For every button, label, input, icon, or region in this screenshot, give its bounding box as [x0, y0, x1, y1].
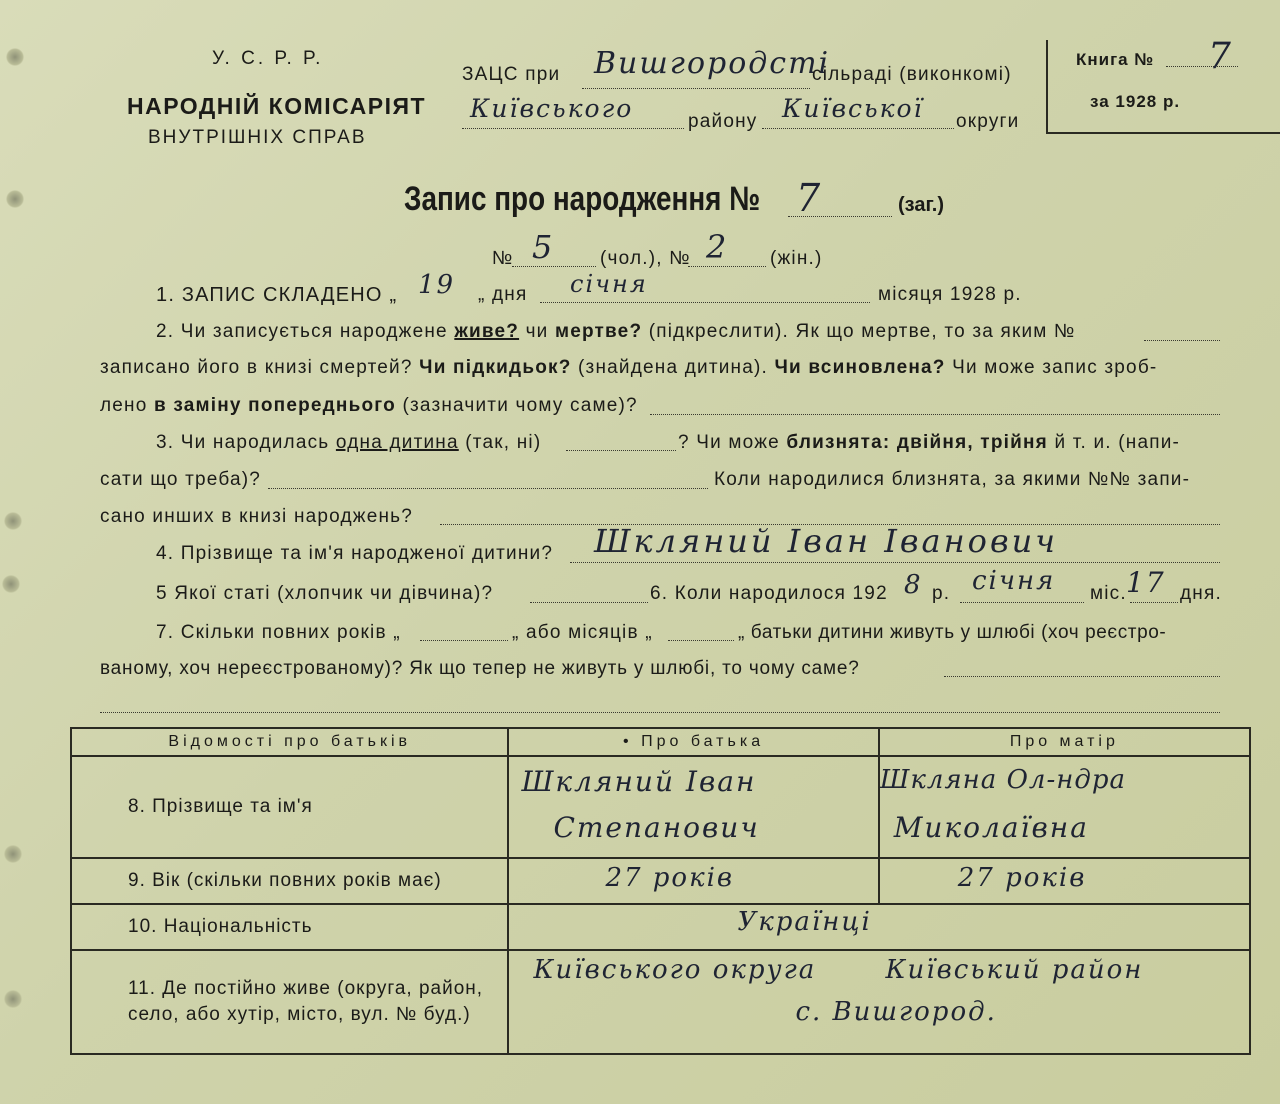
residence-village-handwritten: с. Вишгород. — [795, 997, 997, 1027]
row-name — [71, 756, 1250, 858]
q1-day-handwritten: 19 — [418, 270, 456, 300]
q7-line1-b: „ або місяців „ — [512, 622, 653, 643]
q2-line2-b: (знайдена дитина). — [578, 357, 768, 378]
record-title: Запис про народження № — [404, 180, 761, 218]
punch-hole-4 — [4, 845, 22, 863]
q7-line1-a: 7. Скільки повних років „ — [156, 622, 401, 643]
punch-hole-1 — [6, 48, 24, 66]
q6-month-handwritten: січня — [972, 566, 1056, 596]
col-father-header: • Про батька — [508, 728, 878, 756]
q5-answer-line — [530, 602, 648, 603]
q7-years-line — [420, 640, 508, 641]
record-male-handwritten: 5 — [532, 228, 555, 266]
book-label: Книга № — [1076, 50, 1155, 69]
q3-twins-line — [268, 488, 708, 489]
row-name-label-text: 8. Прізвище та ім'я — [128, 796, 313, 817]
zacs-prefix: ЗАЦС при — [462, 64, 561, 85]
q3-line1-start — [156, 432, 541, 454]
mother-age-cell — [879, 858, 1250, 904]
nationality-cell — [508, 904, 1250, 950]
record-female-suffix: (жін.) — [770, 248, 823, 269]
row-age-label — [71, 858, 508, 904]
mother-surname-handwritten: Шкляна Ол-ндра — [879, 765, 1126, 795]
book-year: за 1928 р. — [1090, 92, 1181, 111]
q2-foundling: Чи підкидьок? — [419, 357, 572, 378]
q3-line2-b: Коли народилися близнята, за якими №№ запи- — [714, 469, 1191, 490]
q7-months-line — [668, 640, 734, 641]
residence-district-handwritten: Київський район — [885, 955, 1144, 985]
father-patronymic-handwritten: Степанович — [553, 811, 760, 844]
record-general-suffix: (заг.) — [898, 194, 945, 216]
q6-day-label: дня. — [1180, 583, 1222, 604]
q7-reason-line-2 — [100, 712, 1220, 713]
q1-suffix: місяця 1928 р. — [878, 284, 1022, 305]
q3-twins: близнята: двійня, трійня — [786, 432, 1048, 453]
col-info-header: Відомості про батьків — [71, 728, 508, 756]
okruha-line — [762, 128, 954, 129]
q4-line — [570, 562, 1220, 563]
q6-day-line — [1130, 602, 1178, 603]
q2-line3-a: лено — [100, 395, 148, 416]
record-male-line — [512, 266, 596, 267]
q2-adopted: Чи всиновлена? — [774, 357, 946, 378]
q3-line3-a: сано инших в книзі народжень? — [100, 506, 414, 527]
q2-alive-option: живе? — [454, 321, 520, 342]
q2-line1-a: 2. Чи записується народжене — [156, 321, 448, 342]
nationality-handwritten: Українці — [737, 907, 872, 937]
record-female-handwritten: 2 — [706, 228, 729, 266]
q6-mis-label: міс. — [1090, 583, 1127, 604]
q2-replace: в заміну попереднього — [154, 395, 396, 416]
q7-line2: ваному, хоч нереєстрованому)? Як що тепер не живуть у шлюбі, то чому саме? — [100, 658, 860, 679]
q2-line1 — [156, 321, 1076, 343]
record-female-line — [688, 266, 766, 267]
q1-day-label: „ дня — [478, 284, 528, 305]
q3-line1-end — [678, 432, 1180, 454]
residence-cell — [508, 950, 1250, 1054]
q6-month-line — [960, 602, 1084, 603]
okruha-handwritten: Київської — [782, 94, 924, 123]
okruha-label: округи — [956, 111, 1020, 132]
q6-year-handwritten: 8 — [904, 570, 923, 600]
q2-line1-c: (підкреслити). Як що мертве, то за яким № — [648, 321, 1076, 342]
row-residence-label-line2: село, або хутір, місто, вул. № буд.) — [128, 1004, 471, 1025]
row-residence-label — [71, 950, 508, 1054]
village-council-suffix: сільраді (виконкомі) — [812, 64, 1012, 85]
q2-line1-b: чи — [525, 321, 549, 342]
q2-line2 — [100, 357, 1157, 379]
col-mother-header: Про матір — [879, 728, 1250, 756]
record-no-label: № — [492, 248, 514, 269]
q7-line1-c: „ батьки дитини живуть у шлюбі (хоч реєстро- — [738, 622, 1167, 643]
q3-one-child: одна дитина — [335, 432, 459, 453]
village-council-line — [582, 88, 810, 89]
q1-month-handwritten: січня — [570, 270, 648, 298]
q5-label: 5 Якої статі (хлопчик чи дівчина)? — [156, 583, 494, 604]
mother-age-handwritten: 27 років — [957, 863, 1087, 893]
q1-prefix: 1. ЗАПИС СКЛАДЕНО „ — [156, 284, 398, 306]
father-age-cell — [508, 858, 878, 904]
ussr-label: У. С. Р. Р. — [212, 48, 324, 69]
row-name-label — [71, 756, 508, 858]
q2-death-number-line — [1144, 340, 1220, 341]
q2-line2-c: Чи може запис зроб- — [952, 357, 1158, 378]
punch-hole-3 — [4, 512, 22, 530]
father-age-handwritten: 27 років — [605, 863, 735, 893]
q3-line1-a: 3. Чи народилась — [156, 432, 330, 453]
residence-okruha-handwritten: Київського округа — [533, 955, 817, 985]
q3-line1-c: ? Чи може — [678, 432, 780, 453]
row-age-label-text: 9. Вік (скільки повних років має) — [128, 870, 442, 891]
q4-child-name-handwritten: Шкляний Іван Іванович — [594, 522, 1059, 560]
q6-r-label: р. — [932, 583, 951, 604]
q2-line2-a: записано його в книзі смертей? — [100, 357, 413, 378]
record-number-handwritten: 7 — [796, 176, 823, 220]
q6-day-handwritten: 17 — [1126, 566, 1166, 599]
father-surname-handwritten: Шкляний Іван — [521, 765, 757, 798]
q3-line1-d: й т. и. (напи- — [1054, 432, 1181, 453]
punch-hole-6 — [2, 575, 20, 593]
punch-hole-2 — [6, 190, 24, 208]
mother-name-cell — [879, 756, 1250, 858]
q3-line1-b: (так, ні) — [465, 432, 542, 453]
row-nationality-label-text: 10. Національність — [128, 916, 313, 937]
district-handwritten: Київського — [470, 94, 634, 123]
row-age — [71, 858, 1250, 904]
q6-label: 6. Коли народилося 192 — [650, 583, 888, 604]
record-male-suffix: (чол.), № — [600, 248, 691, 269]
book-number-handwritten: 7 — [1208, 36, 1233, 77]
q3-answer-line — [566, 450, 676, 451]
district-label: району — [688, 111, 758, 132]
row-nationality-label — [71, 904, 508, 950]
commissariat-title: НАРОДНІЙ КОМІСАРІЯТ — [127, 93, 427, 119]
q3-line2-a: сати що треба)? — [100, 469, 262, 490]
district-line — [462, 128, 684, 129]
row-nationality — [71, 904, 1250, 950]
q7-reason-line — [944, 676, 1220, 677]
parents-table — [70, 727, 1251, 1055]
q2-line3 — [100, 395, 638, 417]
q2-line3-b: (зазначити чому саме)? — [402, 395, 638, 416]
village-council-handwritten: Вишгородсті — [594, 46, 831, 81]
row-residence-label-line1: 11. Де постійно живе (округа, район, — [128, 978, 484, 999]
parents-header-row — [71, 728, 1250, 756]
q2-replace-line — [650, 414, 1220, 415]
internal-affairs-title: ВНУТРІШНІХ СПРАВ — [148, 127, 367, 148]
mother-patronymic-handwritten: Миколаївна — [893, 811, 1089, 844]
q4-label: 4. Прізвище та ім'я народженої дитини? — [156, 543, 554, 564]
father-name-cell — [508, 756, 878, 858]
q1-month-line — [540, 302, 870, 303]
q2-dead-option: мертве? — [554, 321, 643, 342]
row-residence — [71, 950, 1250, 1054]
punch-hole-5 — [4, 990, 22, 1008]
